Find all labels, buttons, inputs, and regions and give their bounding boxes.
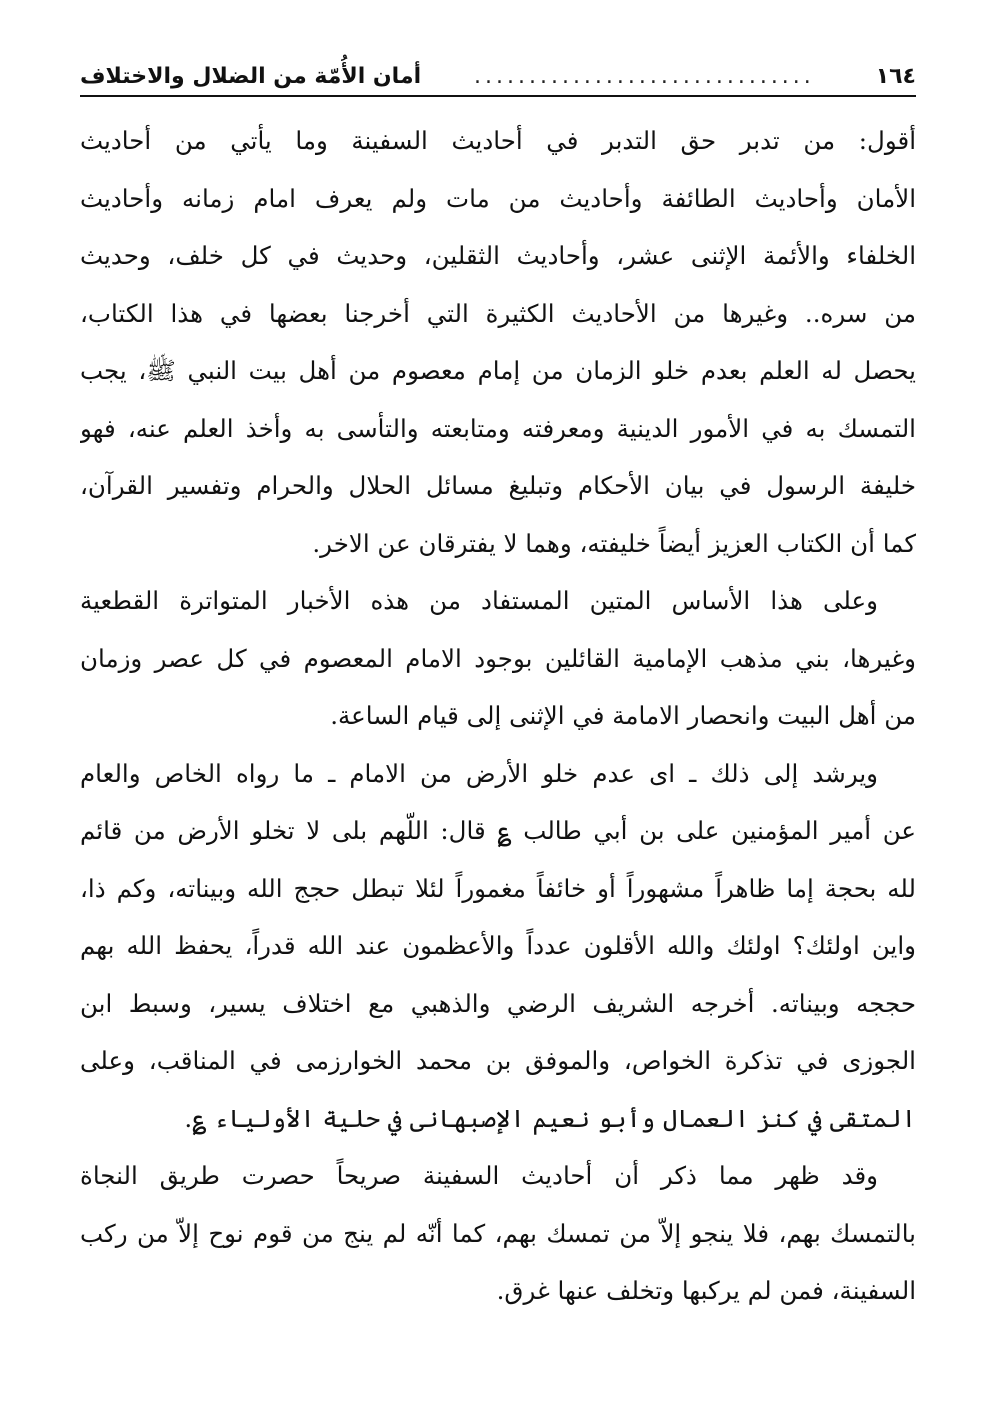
text-line: الخلفاء والأئمة الإثنى عشر، وأحاديث الثقلين، وحديث في كل خلف، وحديث (80, 241, 916, 270)
text-line: أقول: من تدبر حق التدبر في أحاديث السفينة وما يأتي من أحاديث (80, 126, 916, 155)
text-line: عن أمير المؤمنين على بن أبي طالب ؏ قال: اللّهم بلى لا تخلو الأرض من قائم (80, 816, 916, 845)
page-number: ١٦٤ (875, 64, 916, 89)
text-line: واين اولئك؟ اولئك والله الأقلون عدداً والأعظمون عند الله قدراً، يحفظ الله بهم (80, 931, 916, 960)
text-line: المتقى في كنز العمال وأبو نعيم الإصبهانى في حلية الأولياء ؏. (184, 1103, 916, 1133)
paragraph (80, 572, 916, 745)
text-line: السفينة، فمن لم يركبها وتخلف عنها غرق. (496, 1276, 916, 1305)
paragraph (80, 1147, 916, 1320)
text-line: وقد ظهر مما ذكر أن أحاديث السفينة صريحاً حصرت طريق النجاة (80, 1161, 878, 1190)
text-line: خليفة الرسول في بيان الأحكام وتبليغ مسائل الحلال والحرام وتفسير القرآن، (80, 471, 916, 500)
text-line: وعلى هذا الأساس المتين المستفاد من هذه الأخبار المتواترة القطعية (80, 586, 878, 615)
paragraph (80, 745, 916, 1148)
text-line: كما أن الكتاب العزيز أيضاً خليفته، وهما لا يفترقان عن الاخر. (312, 528, 916, 558)
paragraph (80, 112, 916, 572)
running-title: أمان الأُمّة من الضلال والاختلاف (80, 64, 422, 89)
text-line: الجوزى في تذكرة الخواص، والموفق بن محمد الخوارزمى في المناقب، وعلى (80, 1046, 916, 1075)
text-line: وغيرها، بني مذهب الإمامية القائلين بوجود الامام المعصوم في كل عصر وزمان (80, 643, 916, 673)
header-leader-dots: ............................... (474, 64, 815, 89)
header-rule (80, 95, 916, 97)
text-line: حججه وبيناته. أخرجه الشريف الرضي والذهبي مع اختلاف يسير، وسبط ابن (80, 988, 916, 1018)
text-line: من سره.. وغيرها من الأحاديث الكثيرة التي أخرجنا بعضها في هذا الكتاب، (80, 298, 916, 328)
text-line: يحصل له العلم بعدم خلو الزمان من إمام معصوم من أهل بيت النبي ﷺ، يجب (80, 356, 916, 385)
body-text (80, 112, 916, 1320)
text-line: من أهل البيت وانحصار الامامة في الإثنى إلى قيام الساعة. (330, 701, 916, 730)
page-header (80, 42, 916, 92)
text-line: التمسك به في الأمور الدينية ومعرفته ومتابعته والتأسى به وأخذ العلم عنه، فهو (80, 413, 916, 443)
text-line: الأمان وأحاديث الطائفة وأحاديث من مات ولم يعرف امام زمانه وأحاديث (80, 183, 916, 213)
text-line: لله بحجة إما ظاهراً مشهوراً أو خائفاً مغموراً لئلا تبطل حجج الله وبيناته، وكم ذا، (80, 873, 916, 903)
text-line: بالتمسك بهم، فلا ينجو إلاّ من تمسك بهم، كما أنّه لم ينج من قوم نوح إلاّ من ركب (80, 1218, 916, 1248)
text-line: ويرشد إلى ذلك ـ اى عدم خلو الأرض من الامام ـ ما رواه الخاص والعام (80, 758, 878, 788)
